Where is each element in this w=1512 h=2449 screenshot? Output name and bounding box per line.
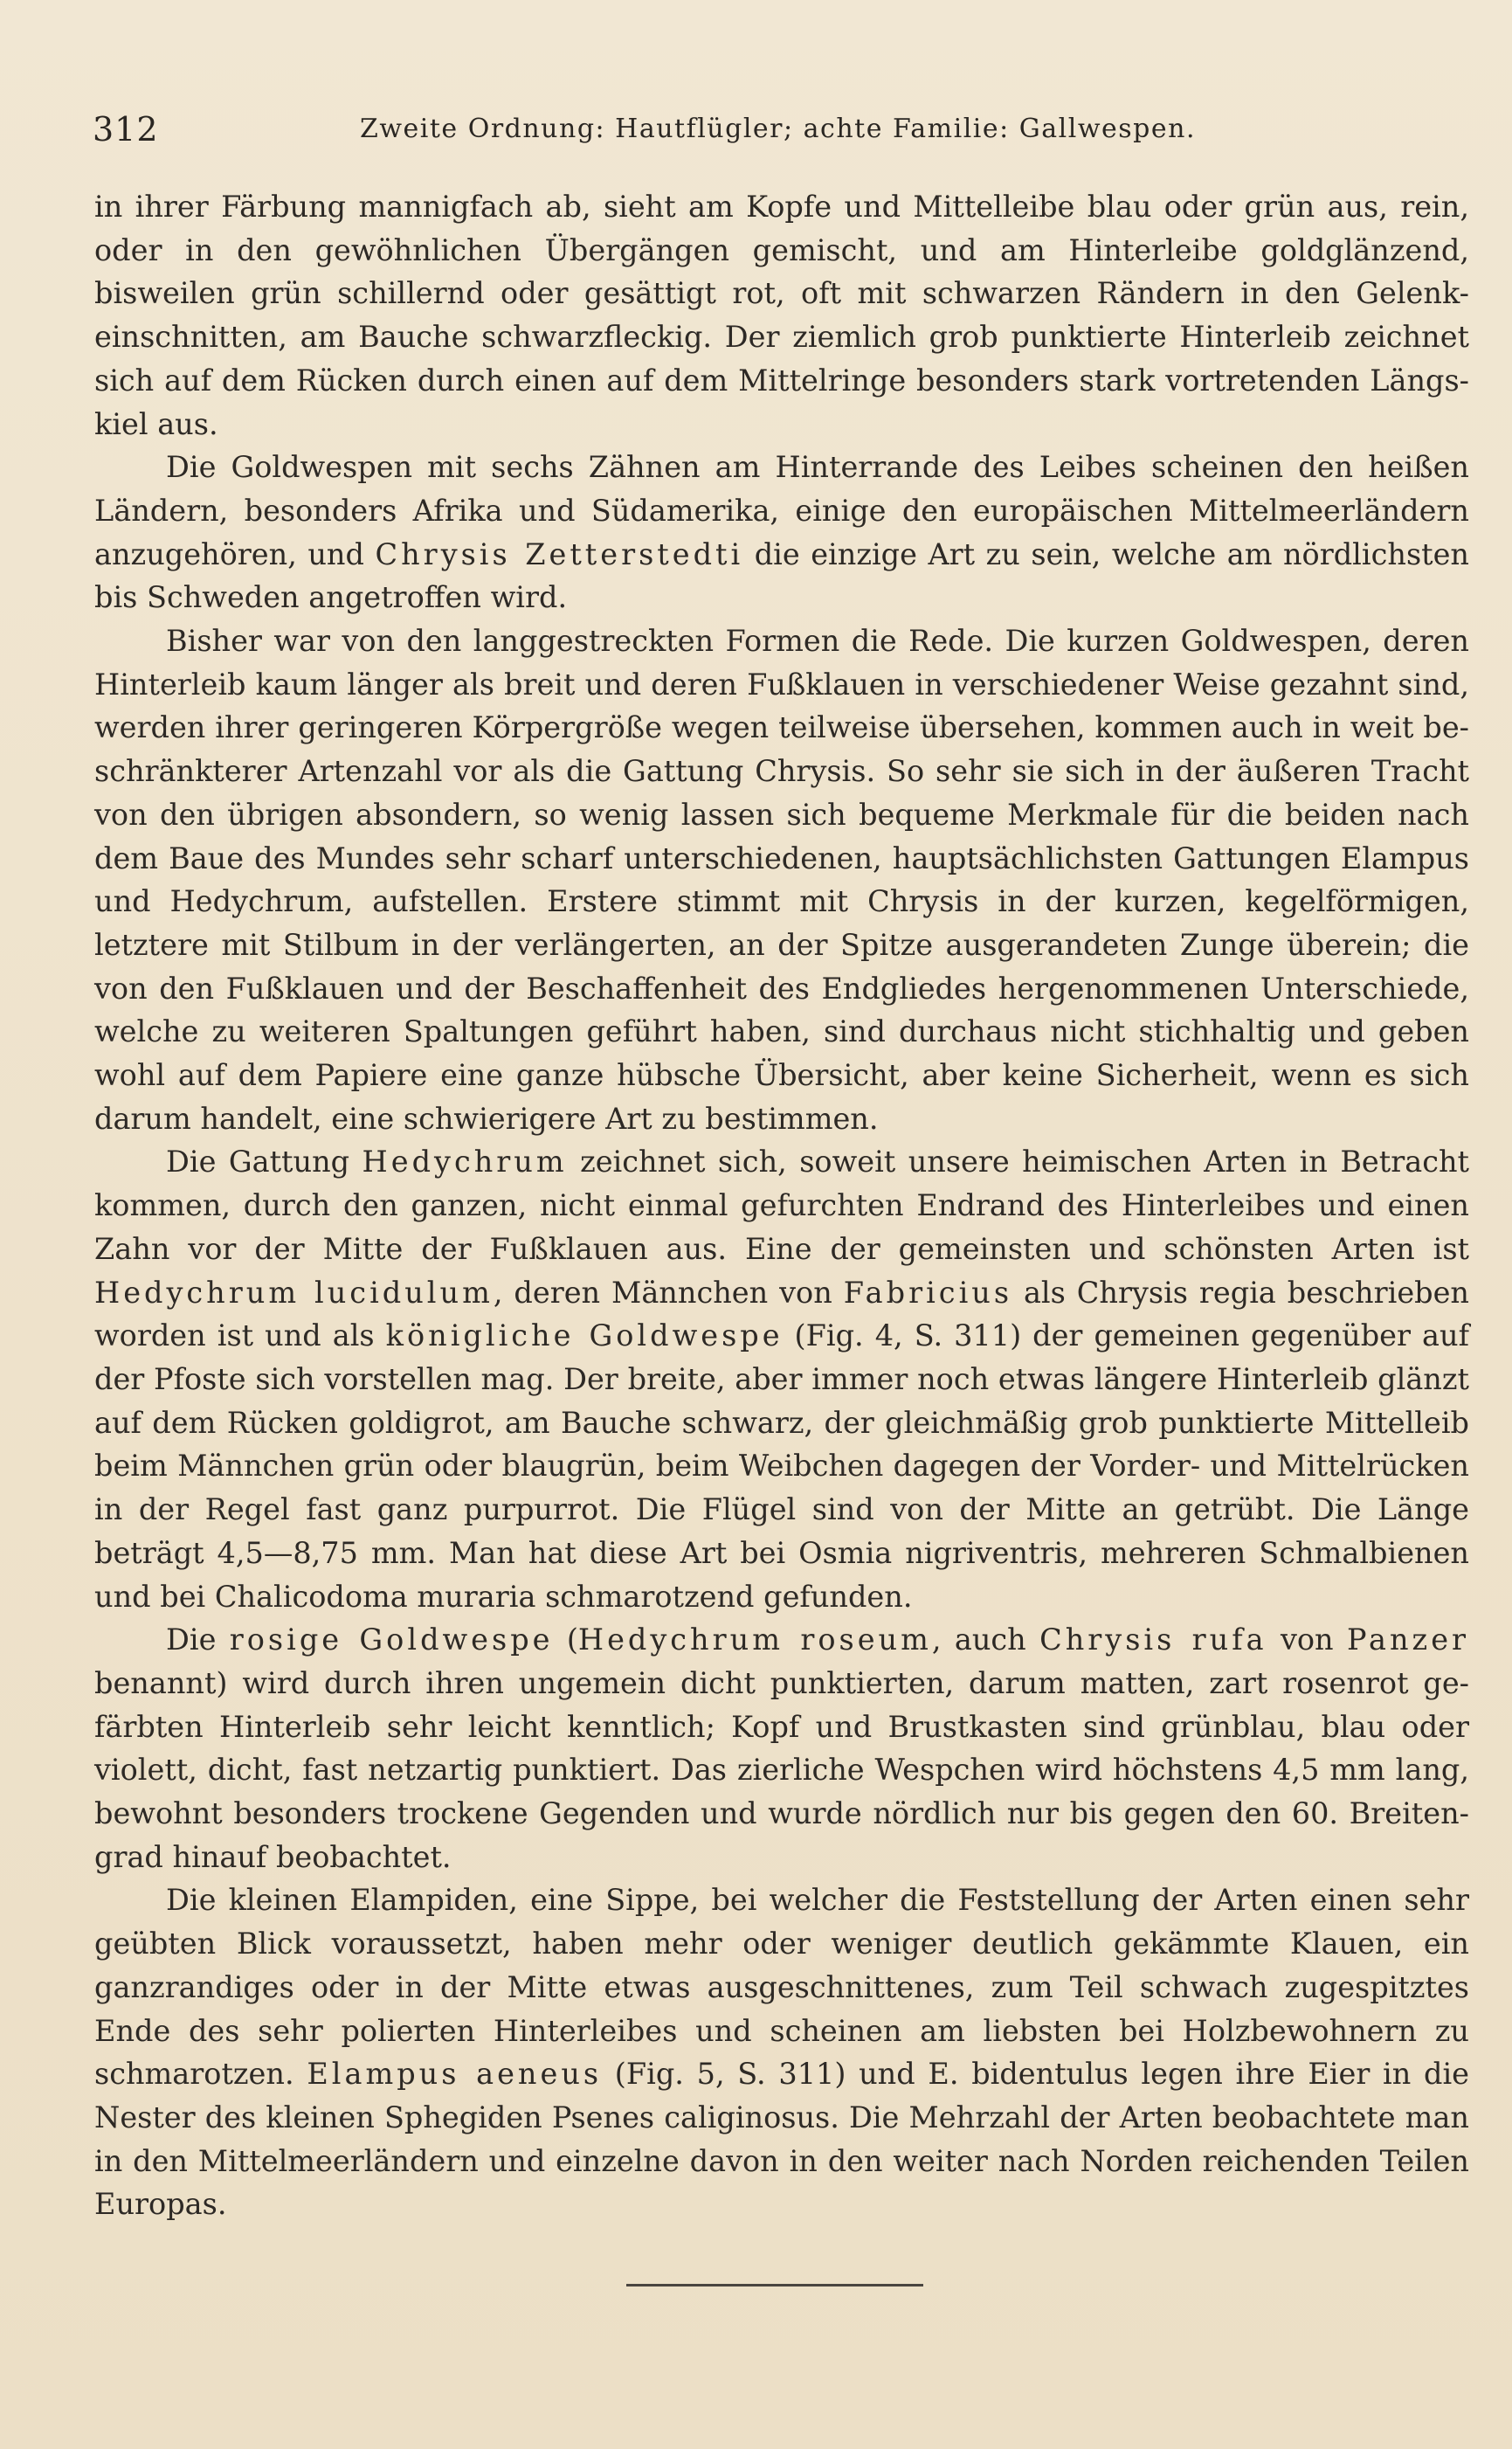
paragraph-text: ( [553,1622,578,1657]
page-number: 312 [93,110,159,149]
paragraph-text: , auch [931,1622,1040,1657]
species-name: Chrysis rufa [1039,1622,1267,1657]
paragraph-text: zeichnet sich, soweit unsere heimischen Arten in Betracht kommen, durch den ganzen, nicht einmal gefurchten Endrand des Hinterleibes und einen Zahn vor der Mitte der Fußklauen aus. Eine der gemeinsten und schönsten Arten ist [94,1145,1470,1266]
paragraph [94,619,1469,1140]
paragraph [94,1878,1469,2226]
body-text [94,185,1469,2226]
paragraph-text: (Fig. 5, S. 311) und E. bidentulus legen ihre Eier in die Nester des kleinen Sphegiden Psenes caliginosus. Die Mehrzahl der Arten beobachtete man in den Mittelmeerländern und einzelne davon in den weiter nach Norden reichenden Teilen Europas. [94,2057,1469,2222]
paragraph-text: Die [166,1622,230,1657]
paragraph-text: in ihrer Färbung mannigfach ab, sieht am Kopfe und Mittelleibe blau oder grün aus, rein, oder in den gewöhnlichen Übergängen gemischt, und am Hinterleibe goldglänzend, bisweilen grün schillernd oder gesättigt rot, oft mit schwarzen Rändern in den Gelenk-einschnitten, am Bauche schwarzfleckig. Der ziemlich grob punktierte Hinterleib zeichnet sich auf dem Rücken durch einen auf dem Mittelringe besonders stark vortretenden Längs-kiel aus. [94,190,1469,441]
paragraph-text: als Chrysis regia beschrieben worden ist und als [94,1275,1469,1353]
species-name: Chrysis Zetterstedti [375,536,744,571]
genus-name: Hedychrum [362,1145,568,1180]
paragraph [94,1140,1469,1618]
running-head: Zweite Ordnung: Hautflügler; achte Familie: Gallwespen. [360,114,1196,144]
paragraph-text: (Fig. 4, S. 311) der gemeinen gegenüber auf der Pfoste sich vorstellen mag. Der breite, aber immer noch etwas längere Hinterleib glänzt auf dem Rücken goldigrot, am Bauche schwarz, der gleichmäßig grob punktierte Mittelleib beim Männchen grün oder blaugrün, beim Weibchen dagegen der Vorder- und Mittelrücken in der Regel fast ganz purpurrot. Die Flügel sind von der Mitte an getrübt. Die Länge beträgt 4,5—8,75 mm. Man hat diese Art bei Osmia nigriventris, mehreren Schmalbienen und bei Chalicodoma muraria schmarotzend gefunden. [94,1318,1469,1614]
author-name: Fabricius [843,1275,1013,1310]
paragraph-text: Die Goldwespen mit sechs Zähnen am Hinterrande des Leibes scheinen den heißen Ländern, besonders Afrika und Südamerika, einige den europäischen Mittelmeerländern anzugehören, und [94,450,1469,571]
species-name: Elampus aeneus [307,2057,603,2092]
species-name: Hedychrum lucidulum [94,1275,494,1310]
paragraph-text: benannt) wird durch ihren ungemein dicht punktierten, darum matten, zart rosenrot ge-färbten Hinterleib sehr leicht kenntlich; Kopf und Brustkasten sind grünblau, blau oder violett, dicht, fast netzartig punktiert. Das zierliche Wespchen wird höchstens 4,5 mm lang, bewohnt besonders trockene Gegenden und wurde nördlich nur bis gegen den 60. Breiten-grad hinauf beobachtet. [94,1665,1469,1874]
paragraph-text: , deren Männchen von [493,1275,844,1310]
author-name: Panzer [1346,1622,1470,1657]
paragraph-text: Die kleinen Elampiden, eine Sippe, bei welcher die Feststellung der Arten einen sehr geübten Blick voraussetzt, haben mehr oder weniger deutlich gekämmte Klauen, ein ganzrandiges oder in der Mitte etwas ausgeschnittenes, zum Teil schwach zugespitztes Ende des sehr polierten Hinterleibes und scheinen am liebsten bei Holzbewohnern zu schmarotzen. [94,1883,1469,2092]
section-end-rule [626,2284,923,2286]
common-name: rosige Goldwespe [229,1622,554,1657]
common-name: königliche Goldwespe [385,1318,784,1353]
page-header [93,103,1473,156]
species-name: Hedychrum roseum [577,1622,932,1657]
paragraph-text: von [1267,1622,1347,1657]
paragraph-text: Bisher war von den langgestreckten Formen die Rede. Die kurzen Goldwespen, deren Hinterleib kaum länger als breit und deren Fußklauen in verschiedener Weise gezahnt sind, werden ihrer geringeren Körpergröße wegen teilweise übersehen, kommen auch in weit be-schränkterer Artenzahl vor als die Gattung Chrysis. So sehr sie sich in der äußeren Tracht von den übrigen absondern, so wenig lassen sich bequeme Merkmale für die beiden nach dem Baue des Mundes sehr scharf unterschiedenen, hauptsächlichsten Gattungen Elampus und Hedychrum, aufstellen. Erstere stimmt mit Chrysis in der kurzen, kegelförmigen, letztere mit Stilbum in der verlängerten, an der Spitze ausgerandeten Zunge überein; die von den Fußklauen und der Beschaffenheit des Endgliedes hergenommenen Unterschiede, welche zu weiteren Spaltungen geführt haben, sind durchaus nicht stichhaltig und geben wohl auf dem Papiere eine ganze hübsche Übersicht, aber keine Sicherheit, wenn es sich darum handelt, eine schwierigere Art zu bestimmen. [94,624,1469,1136]
paragraph [94,185,1469,446]
paragraph-text: die einzige Art zu sein, welche am nördlichsten bis Schweden angetroffen wird. [94,536,1469,615]
paragraph [94,446,1469,619]
paragraph-text: Die Gattung [166,1145,362,1180]
paragraph [94,1618,1469,1878]
